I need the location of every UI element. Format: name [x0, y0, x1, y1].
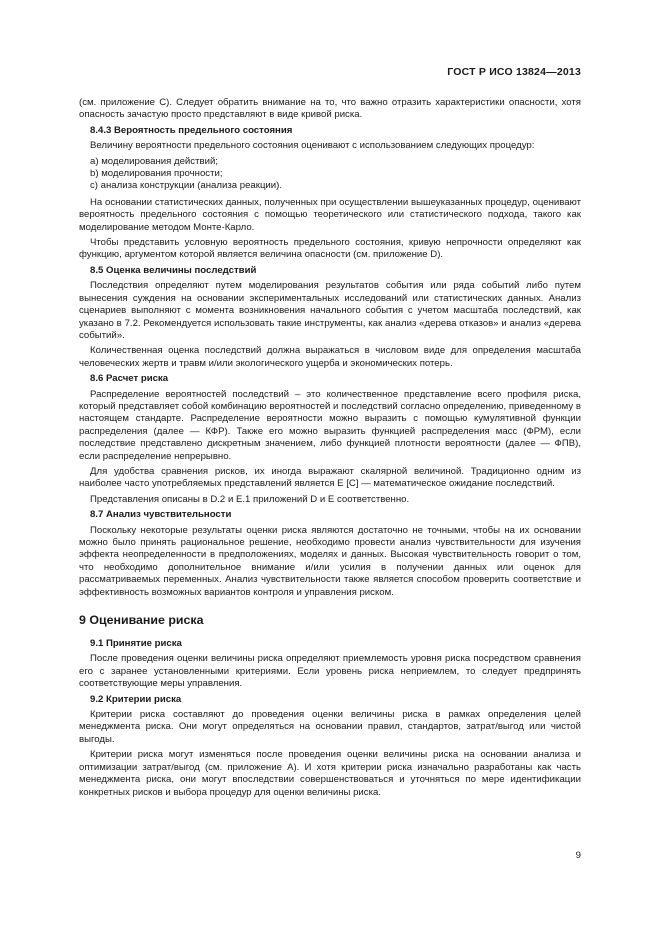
paragraph: Величину вероятности предельного состояния оценивают с использованием следующих процедур: [90, 140, 535, 152]
paragraph: (см. приложение С). Следует обратить внимание на то, что важно отразить характеристики опасности, хотя опасность зачастую просто представляют в виде кривой риска. [79, 97, 581, 121]
paragraph: Представления описаны в D.2 и Е.1 приложений D и Е соответственно. [90, 493, 410, 505]
section-heading-8-6: 8.6 Расчет риска [90, 373, 169, 385]
chapter-heading-9: 9 Оценивание риска [79, 613, 204, 628]
list-item: b) моделирования прочности; [90, 168, 223, 180]
section-heading-9-1: 9.1 Принятие риска [90, 638, 182, 650]
list-item: с) анализа конструкции (анализа реакции). [90, 180, 283, 192]
paragraph: Критерии риска составляют до проведения оценки величины риска в рамках определения целей менеджмента риска. Они могут определяться на основании правил, стандартов, затрат/выгод или чистой выгоды. [79, 709, 581, 745]
list-item: а) моделирования действий; [90, 155, 218, 167]
paragraph: Поскольку некоторые результаты оценки риска являются достаточно не точными, чтобы на их основании можно было принять рациональное решение, необходимо провести анализ чувствительности для изучения эффекта неопределенности в предположениях, моделях и данных. Высокая чувствительность говорит о том, что необходимо дополнительное внимание и/или усилия в получении данных или оценок для рассматриваемых переменных. Анализ чувствительности также является способом проверить соответствие и эффективность возможных вариантов контроля и управления риском. [79, 524, 581, 598]
paragraph: Распределение вероятностей последствий – это количественное представление всего профиля риска, который представляет собой комбинацию вероятностей и последствий согласно определению, приведенному в настоящем стандарте. Распределение вероятности можно выразить с помощью кумулятивной функции распределения (далее — КФР). Также его можно выразить функцией распределения масс (ФРМ), если последствие представлено дискретным значением, либо функцией плотности вероятности (далее — ФПВ), если распределение непрерывно. [79, 388, 581, 462]
paragraph: После проведения оценки величины риска определяют приемлемость уровня риска посредством сравнения его с заранее установленными критериями. Если уровень риска неприемлем, то следует предпринять соответствующие меры управления. [79, 653, 581, 690]
paragraph: Последствия определяют путем моделирования результатов события или ряда событий либо путем вынесения суждения на основании экспериментальных исследований или статистических данных. Анализ сценариев выполняют с момента возникновения начального события с учетом масштаба последствий, как указано в 7.2. Рекомендуется использовать такие инструменты, как анализ «дерева отказов» и анализ «дерева событий». [79, 280, 581, 341]
document-code: ГОСТ Р ИСО 13824—2013 [447, 66, 581, 78]
paragraph: Критерии риска могут изменяться после проведения оценки величины риска на основании анализа и оптимизации затрат/выгод (см. приложение А). И хотя критерии риска изначально разработаны как часть менеджмента риска, они могут впоследствии совершенствоваться и уточняться по мере идентификации конкретных рисков и выбора процедур для оценки величины риска. [79, 749, 581, 798]
paragraph: На основании статистических данных, полученных при осуществлении вышеуказанных процедур, оценивают вероятность предельного состояния с помощью теоретического или статистического подхода, такого как моделирование методом Монте-Карло. [79, 196, 581, 233]
section-heading-9-2: 9.2 Критерии риска [90, 693, 182, 705]
paragraph: Для удобства сравнения рисков, их иногда выражают скалярной величиной. Традиционно одним из наиболее часто употребляемых представлений является Е [С] — математическое ожидание последствий. [79, 465, 581, 490]
page-content [79, 97, 581, 802]
page-number: 9 [575, 850, 581, 861]
section-heading-8-5: 8.5 Оценка величины последствий [90, 264, 257, 276]
paragraph: Количественная оценка последствий должна выражаться в числовом виде для определения масштаба человеческих жертв и травм и/или экологического ущерба и экономических потерь. [79, 345, 581, 369]
section-heading-8-4-3: 8.4.3 Вероятность предельного состояния [90, 124, 293, 136]
paragraph: Чтобы представить условную вероятность предельного состояния, кривую непрочности определяют как функцию, аргументом которой является величина опасности (см. приложение D). [79, 237, 581, 261]
section-heading-8-7: 8.7 Анализ чувствительности [90, 509, 232, 521]
